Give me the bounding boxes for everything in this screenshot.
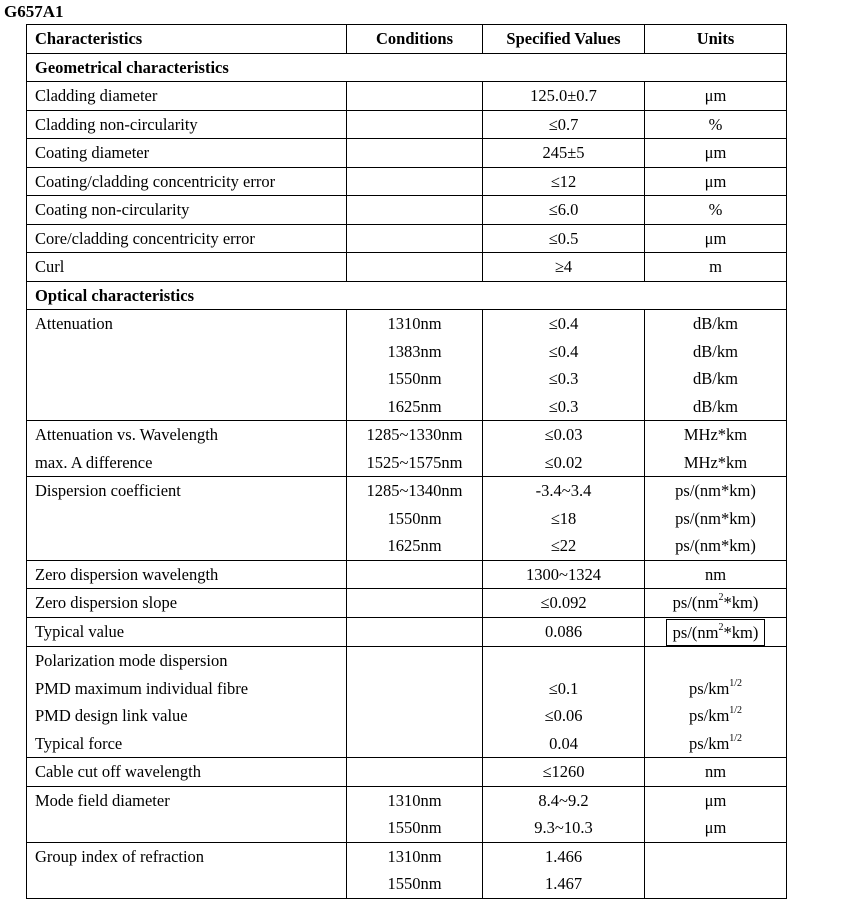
section-optical: Optical characteristics	[27, 281, 787, 310]
header-units: Units	[645, 25, 787, 54]
spec-value: 9.3~10.3	[534, 818, 593, 837]
table-row	[27, 617, 787, 647]
spec-table	[26, 24, 787, 899]
char-name: Typical value	[27, 617, 347, 647]
unit: ps/(nm*km)	[675, 481, 756, 500]
char-name: Attenuation vs. Wavelength	[35, 425, 219, 444]
condition: 1550nm	[387, 874, 442, 893]
table-row	[27, 310, 787, 421]
char-name: max. A difference	[35, 452, 153, 472]
spec-value: ≤0.1	[548, 678, 579, 698]
section-row	[27, 53, 787, 82]
char-name: Coating/cladding concentricity error	[27, 167, 347, 196]
spec-value: ≤0.03	[544, 425, 583, 444]
spec-value: 245±5	[483, 139, 645, 168]
condition: 1550nm	[387, 818, 442, 837]
spec-value: ≤12	[483, 167, 645, 196]
spec-value: 1300~1324	[483, 560, 645, 589]
char-name: Cladding diameter	[27, 82, 347, 111]
spec-value: 0.04	[549, 733, 578, 753]
spec-value: ≤0.3	[548, 396, 579, 416]
char-name: Zero dispersion wavelength	[27, 560, 347, 589]
spec-value: 0.086	[483, 617, 645, 647]
table-title: G657A1	[4, 2, 64, 21]
spec-value: ≤0.06	[544, 706, 583, 725]
unit: ps/(nm*km)	[675, 508, 756, 528]
spec-value: ≤0.02	[544, 452, 583, 472]
table-row	[27, 110, 787, 139]
spec-value: ≥4	[483, 253, 645, 282]
unit: nm	[645, 560, 787, 589]
table-row	[27, 560, 787, 589]
char-name: Typical force	[35, 733, 123, 753]
highlighted-unit: $ps/(nm^2*km)$	[666, 619, 766, 646]
unit: dB/km	[693, 396, 738, 416]
table-row	[27, 139, 787, 168]
spec-value: 125.0±0.7	[483, 82, 645, 111]
unit	[645, 617, 787, 647]
unit: $ps/(nm^2*km)$	[645, 589, 787, 618]
header-values: Specified Values	[483, 25, 645, 54]
condition: 1383nm	[387, 341, 442, 361]
unit: m	[645, 253, 787, 282]
char-name: Group index of refraction	[35, 846, 205, 866]
spec-value: ≤6.0	[483, 196, 645, 225]
table-row	[27, 253, 787, 282]
spec-value: ≤0.3	[548, 369, 579, 388]
unit: dB/km	[693, 314, 738, 333]
condition: 1525~1575nm	[366, 452, 463, 472]
unit: μm	[645, 224, 787, 253]
condition: 1285~1340nm	[366, 481, 463, 500]
char-name: Polarization mode dispersion	[35, 651, 228, 670]
section-geometrical: Geometrical characteristics	[27, 53, 787, 82]
char-name: PMD maximum individual fibre	[35, 678, 249, 698]
char-name: Mode field diameter	[35, 790, 170, 810]
table-row	[27, 196, 787, 225]
unit: MHz*km	[683, 452, 748, 472]
header-conditions: Conditions	[347, 25, 483, 54]
table-row	[27, 842, 787, 898]
condition: 1625nm	[387, 396, 442, 416]
unit: μm	[645, 167, 787, 196]
unit: μm	[704, 818, 727, 837]
spec-value: ≤1260	[483, 758, 645, 787]
unit: %	[645, 110, 787, 139]
unit: MHz*km	[683, 425, 748, 444]
spec-value: ≤0.4	[548, 314, 579, 333]
unit: $ps/km^{1/2}$	[688, 677, 743, 698]
table-row	[27, 589, 787, 618]
unit: μm	[645, 82, 787, 111]
char-name: Curl	[27, 253, 347, 282]
char-name: Zero dispersion slope	[27, 589, 347, 618]
table-row	[27, 167, 787, 196]
char-name: Cable cut off wavelength	[27, 758, 347, 787]
table-row	[27, 647, 787, 758]
spec-value: 8.4~9.2	[538, 790, 589, 810]
condition: 1625nm	[387, 536, 442, 555]
unit: μm	[645, 139, 787, 168]
spec-value: ≤0.092	[483, 589, 645, 618]
table-row	[27, 477, 787, 561]
spec-value: 1.466	[544, 846, 583, 866]
unit: ps/(nm*km)	[675, 536, 756, 555]
char-name: Core/cladding concentricity error	[27, 224, 347, 253]
table-row	[27, 786, 787, 842]
condition: 1550nm	[387, 369, 442, 388]
unit: nm	[645, 758, 787, 787]
condition: 1310nm	[387, 846, 442, 866]
char-name	[27, 310, 347, 421]
section-row	[27, 281, 787, 310]
char-name: Coating non-circularity	[27, 196, 347, 225]
spec-value: -3.4~3.4	[535, 481, 592, 500]
spec-value: ≤18	[550, 508, 577, 528]
table-row	[27, 758, 787, 787]
char-name: PMD design link value	[35, 706, 188, 725]
header-row	[27, 25, 787, 54]
unit: $ps/km^{1/2}$	[688, 705, 743, 725]
table-row	[27, 421, 787, 477]
spec-value: ≤0.7	[483, 110, 645, 139]
unit: dB/km	[693, 369, 738, 388]
char-name-text: Attenuation	[35, 314, 113, 333]
unit: $ps/km^{1/2}$	[688, 732, 743, 753]
condition: 1310nm	[387, 790, 442, 810]
table-row	[27, 82, 787, 111]
condition: 1285~1330nm	[366, 425, 463, 444]
unit: μm	[704, 790, 727, 810]
char-name: Dispersion coefficient	[35, 481, 181, 500]
table-row	[27, 224, 787, 253]
unit: dB/km	[693, 341, 738, 361]
condition: 1550nm	[387, 508, 442, 528]
char-name: Coating diameter	[27, 139, 347, 168]
char-name: Cladding non-circularity	[27, 110, 347, 139]
condition: 1310nm	[387, 314, 442, 333]
spec-value: 1.467	[544, 874, 583, 893]
spec-value: ≤22	[550, 536, 577, 555]
unit: %	[645, 196, 787, 225]
header-characteristics: Characteristics	[27, 25, 347, 54]
spec-value: ≤0.5	[483, 224, 645, 253]
spec-value: ≤0.4	[548, 341, 579, 361]
